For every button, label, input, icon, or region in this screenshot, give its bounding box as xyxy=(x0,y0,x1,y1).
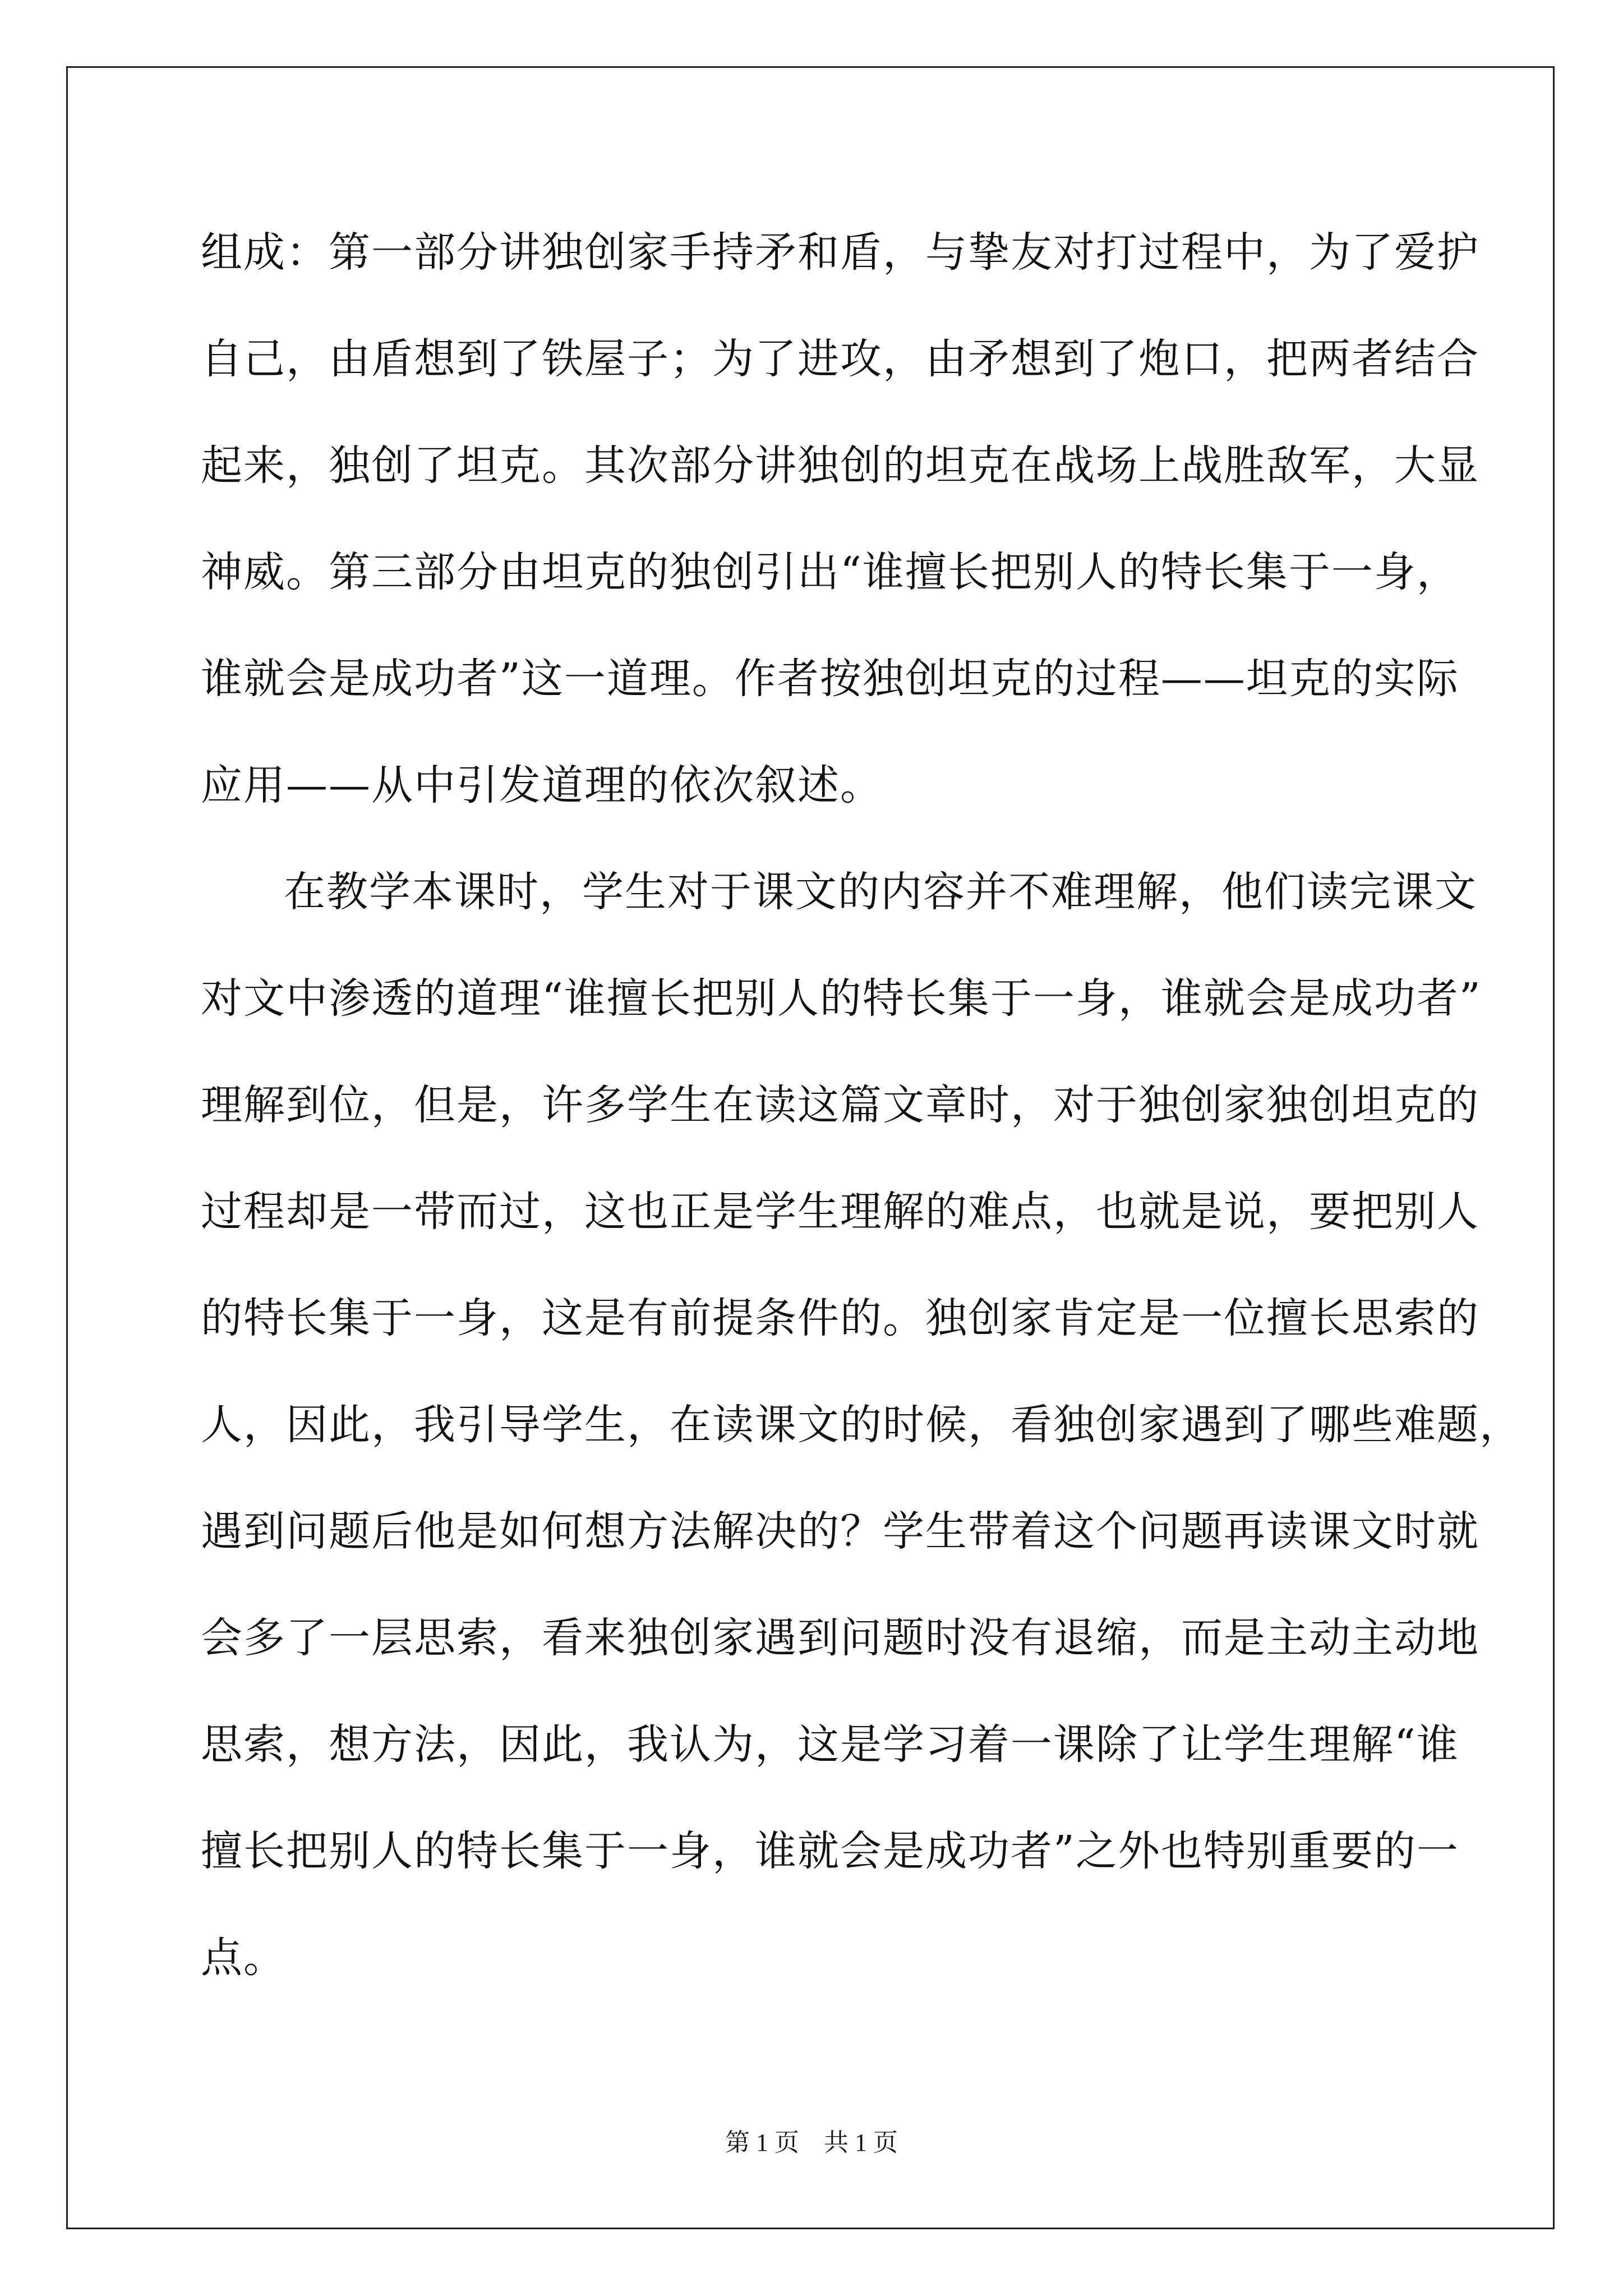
text-line: 谁就会是成功者”这一道理。作者按独创坦克的过程——坦克的实际 xyxy=(201,655,1459,703)
text-line: 擅长把别人的特长集于一身，谁就会是成功者”之外也特别重要的一 xyxy=(201,1827,1459,1875)
text-line: 的特长集于一身，这是有前提条件的。独创家肯定是一位擅长思索的 xyxy=(201,1294,1479,1342)
text-line: 应用——从中引发道理的依次叙述。 xyxy=(201,761,883,809)
page-footer: 第 1 页 共 1 页 xyxy=(725,2129,898,2156)
text-line: 思索，想方法，因此，我认为，这是学习着一课除了让学生理解“谁 xyxy=(201,1720,1459,1769)
text-line: 遇到问题后他是如何想方法解决的？学生带着这个问题再读课文时就 xyxy=(201,1507,1479,1556)
text-line: 点。 xyxy=(201,1934,286,1982)
text-line: 自己，由盾想到了铁屋子；为了进攻，由矛想到了炮口，把两者结合 xyxy=(201,335,1479,383)
text-line: 人，因此，我引导学生，在读课文的时候，看独创家遇到了哪些难题， xyxy=(201,1401,1522,1449)
text-line: 理解到位，但是，许多学生在读这篇文章时，对于独创家独创坦克的 xyxy=(201,1081,1479,1129)
text-line: 过程却是一带而过，这也正是学生理解的难点，也就是说，要把别人 xyxy=(201,1188,1479,1236)
text-line: 神威。第三部分由坦克的独创引出“谁擅长把别人的特长集于一身， xyxy=(201,548,1459,596)
text-line: 对文中渗透的道理“谁擅长把别人的特长集于一身，谁就会是成功者” xyxy=(201,974,1482,1023)
text-line: 起来，独创了坦克。其次部分讲独创的坦克在战场上战胜敌军，大显 xyxy=(201,441,1479,490)
text-line: 组成：第一部分讲独创家手持矛和盾，与挚友对打过程中，为了爱护 xyxy=(201,228,1479,277)
text-line: 会多了一层思索，看来独创家遇到问题时没有退缩，而是主动主动地 xyxy=(201,1614,1479,1662)
paragraph-first-line: 在教学本课时，学生对于课文的内容并不难理解，他们读完课文 xyxy=(284,868,1477,916)
